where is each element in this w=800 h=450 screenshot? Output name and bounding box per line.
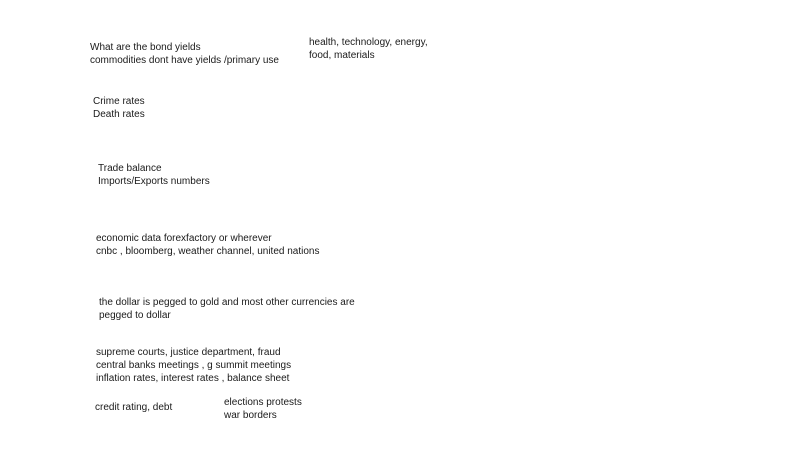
note-text: economic data forexfactory or wherever	[96, 233, 272, 244]
note-text: health, technology, energy,	[309, 37, 428, 48]
note-text: war borders	[224, 410, 277, 421]
note-credit	[95, 401, 172, 414]
note-politics	[224, 396, 302, 422]
note-text: Death rates	[93, 109, 145, 120]
note-text: inflation rates, interest rates , balance sheet	[96, 373, 290, 384]
note-institutions	[96, 346, 291, 385]
note-text: central banks meetings , g summit meetings	[96, 360, 292, 371]
note-dollar	[99, 296, 355, 322]
note-text: the dollar is pegged to gold and most other currencies are	[99, 297, 355, 308]
note-sectors	[309, 36, 428, 62]
note-rates	[93, 95, 145, 121]
note-trade	[98, 162, 210, 188]
note-bond-yields	[90, 41, 279, 67]
note-text: What are the bond yields	[90, 42, 201, 53]
note-sources	[96, 232, 319, 258]
note-text: elections protests	[224, 397, 302, 408]
note-text: Imports/Exports numbers	[98, 176, 210, 187]
note-text: credit rating, debt	[95, 402, 173, 413]
note-text: supreme courts, justice department, fraud	[96, 347, 281, 358]
note-text: commodities dont have yields /primary use	[90, 55, 279, 66]
note-text: Trade balance	[98, 163, 162, 174]
note-text: food, materials	[309, 50, 375, 61]
note-text: cnbc , bloomberg, weather channel, united nations	[96, 246, 320, 257]
note-text: Crime rates	[93, 96, 145, 107]
note-text: pegged to dollar	[99, 310, 171, 321]
